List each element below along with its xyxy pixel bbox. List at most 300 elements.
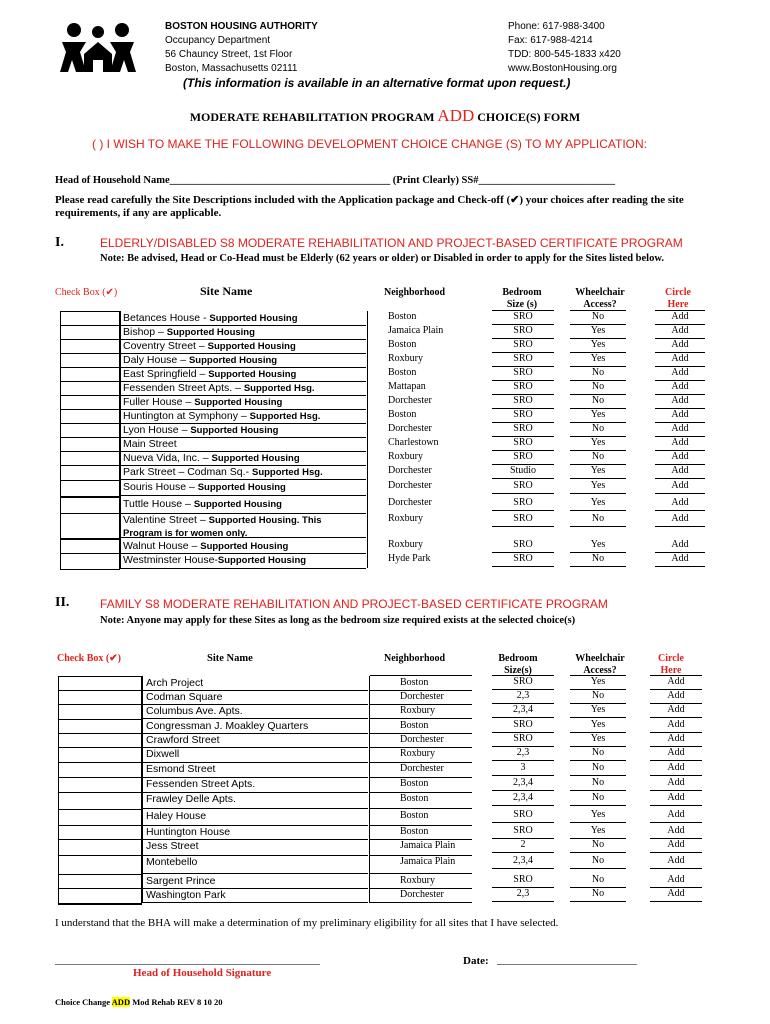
s1-wheelchair: Yes (590, 465, 606, 476)
s1-add-underline (655, 478, 705, 479)
s1-bedroom: SRO (513, 325, 533, 336)
s2-site-name: Esmond Street (146, 763, 216, 775)
s1-add-topline (655, 310, 705, 311)
s1-add-option[interactable]: Add (671, 339, 689, 350)
site-support-text: Supported Housing. This Program is for women only. (123, 515, 322, 539)
site-name-text: Souris House – (123, 481, 198, 493)
s2-bed-underline (492, 868, 554, 869)
s2-add-underline (650, 805, 702, 806)
s2-site-name: Crawford Street (146, 734, 220, 746)
s1-col-site: Site Name (200, 284, 253, 298)
s1-col-neighborhood: Neighborhood (384, 287, 446, 298)
s2-site-name: Frawley Delle Apts. (146, 793, 236, 805)
s2-wheelchair: No (591, 855, 605, 866)
s2-bed-underline (492, 790, 554, 791)
s2-checkbox[interactable] (58, 704, 142, 720)
s2-bed-underline (492, 805, 554, 806)
header-contact (508, 20, 708, 76)
s1-col-check: Check Box (✔) (55, 287, 118, 298)
s1-add-option[interactable]: Add (671, 539, 689, 550)
s2-hood-underline (370, 873, 472, 874)
s2-wc-underline (570, 901, 626, 902)
s1-neighborhood: Dorchester (388, 480, 432, 491)
s1-bedroom: SRO (513, 339, 533, 350)
s1-wheelchair: No (591, 553, 605, 564)
s1-add-underline (655, 526, 705, 527)
s1-wc-underline (570, 493, 626, 494)
s1-add-option[interactable]: Add (671, 553, 689, 564)
site-name-text: Huntington at Symphony – (123, 410, 250, 422)
site-name-text: Westminster House- (123, 554, 218, 566)
s1-wheelchair: Yes (590, 325, 606, 336)
s2-bed-underline (492, 822, 554, 823)
s2-add-option[interactable]: Add (667, 888, 685, 899)
section2-title: FAMILY S8 MODERATE REHABILITATION AND PROJECT-BASED CERTIFICATE PROGRAM (100, 597, 608, 611)
s2-bedroom: SRO (513, 733, 533, 744)
site-support-text: Supported Hsg. (243, 383, 315, 394)
s2-add-option[interactable]: Add (667, 733, 685, 744)
s2-checkbox[interactable] (58, 888, 142, 904)
s2-col-check: Check Box (✔) (57, 653, 121, 664)
revision-footer (55, 997, 223, 1007)
s2-neighborhood: Dorchester (400, 691, 444, 702)
s1-add-option[interactable]: Add (671, 437, 689, 448)
fax: Fax: 617-988-4214 (508, 35, 593, 46)
s1-wheelchair: Yes (590, 353, 606, 364)
site-name-text: Fuller House – (123, 396, 195, 408)
s2-add-option[interactable]: Add (667, 690, 685, 701)
s1-wheelchair: No (591, 451, 605, 462)
s2-wc-topline (570, 675, 626, 676)
s1-bedroom: SRO (513, 381, 533, 392)
s2-bedroom: 2,3 (516, 690, 530, 701)
s2-wheelchair: No (591, 874, 605, 885)
alt-format-note: (This information is available in an alternative format upon request.) (183, 76, 571, 90)
s2-checkbox[interactable] (58, 792, 142, 810)
s1-bedroom: SRO (513, 513, 533, 524)
s2-add-underline (650, 775, 702, 776)
s2-hood-underline (370, 718, 472, 719)
s1-bedroom: SRO (513, 353, 533, 364)
site-name-text: Nueva Vida, Inc. – (123, 452, 212, 464)
s2-bedroom: SRO (513, 719, 533, 730)
address-line-1: 56 Chauncy Street, 1st Floor (165, 49, 293, 60)
s1-row-divider (120, 495, 366, 496)
s1-add-option[interactable]: Add (671, 367, 689, 378)
s2-add-underline (650, 760, 702, 761)
s2-bed-underline (492, 717, 554, 718)
s1-add-option[interactable]: Add (671, 513, 689, 524)
s1-site-name (123, 312, 363, 325)
site-support-text: Supported Housing (166, 327, 255, 338)
s1-bed-underline (492, 478, 554, 479)
s1-add-underline (655, 493, 705, 494)
s2-row-divider (142, 902, 368, 903)
s1-add-option[interactable]: Add (671, 497, 689, 508)
s1-site-name (123, 368, 363, 381)
s1-wheelchair: No (591, 311, 605, 322)
s2-site-name: Dixwell (146, 748, 180, 760)
s2-add-option[interactable]: Add (667, 704, 685, 715)
head-of-household-line[interactable]: Head of Household Name__________________________________________ (Print Clearly) SS#__________________________ (55, 175, 615, 186)
s1-wc-underline (570, 566, 626, 567)
s1-neighborhood: Roxbury (388, 353, 423, 364)
s2-wheelchair: Yes (590, 719, 606, 730)
s2-neighborhood: Roxbury (400, 748, 435, 759)
s1-neighborhood: Boston (388, 409, 417, 420)
s2-neighborhood: Jamaica Plain (400, 856, 456, 867)
s2-wheelchair: No (591, 792, 605, 803)
site-support-text: Supported Hsg. (249, 411, 321, 422)
s2-add-option[interactable]: Add (667, 855, 685, 866)
s2-wc-underline (570, 805, 626, 806)
title-add: ADD (437, 106, 475, 125)
website: www.BostonHousing.org (508, 63, 617, 74)
s1-wc-underline (570, 510, 626, 511)
s1-bedroom: SRO (513, 367, 533, 378)
header-address (165, 20, 465, 76)
s2-neighborhood: Boston (400, 677, 429, 688)
s1-wheelchair: No (591, 367, 605, 378)
site-support-text: Supported Housing (207, 341, 296, 352)
site-name-text: Fessenden Street Apts. – (123, 382, 244, 394)
s1-site-name (123, 354, 363, 367)
s2-site-name: Montebello (146, 856, 198, 868)
s1-add-option[interactable]: Add (671, 381, 689, 392)
s2-wc-underline (570, 717, 626, 718)
s1-bed-underline (492, 493, 554, 494)
s1-site-name (123, 438, 363, 451)
s2-site-name: Columbus Ave. Apts. (146, 705, 243, 717)
s1-neighborhood: Dorchester (388, 423, 432, 434)
site-name-text: Walnut House – (123, 540, 201, 552)
s1-wheelchair: Yes (590, 539, 606, 550)
site-name-text: Coventry Street – (123, 340, 208, 352)
s1-checkbox[interactable] (60, 465, 120, 481)
site-name-text: Bishop – (123, 326, 167, 338)
site-support-text: Supported Hsg. (251, 467, 323, 478)
s2-row-divider (142, 808, 368, 809)
s1-site-name (123, 554, 363, 567)
s2-wheelchair: No (591, 762, 605, 773)
s1-bedroom: SRO (513, 437, 533, 448)
s1-neighborhood: Roxbury (388, 513, 423, 524)
s1-bedroom: SRO (513, 451, 533, 462)
s2-add-option[interactable]: Add (667, 874, 685, 885)
s2-neighborhood: Dorchester (400, 763, 444, 774)
rev-add: ADD (111, 997, 131, 1007)
s2-site-name: Congressman J. Moakley Quarters (146, 720, 309, 732)
site-support-text: Supported Housing (188, 355, 278, 366)
site-support-text: Supported Housing (209, 313, 298, 324)
s2-add-underline (650, 717, 702, 718)
site-support-text: Supported Housing (193, 499, 282, 510)
s2-bedroom: 3 (520, 762, 526, 773)
s1-neighborhood: Boston (388, 339, 417, 350)
s1-col-bedroom: Bedroom Size (s) (502, 287, 542, 310)
s1-col-wheelchair: Wheelchair Access? (575, 287, 625, 310)
s2-neighborhood: Dorchester (400, 889, 444, 900)
s2-col-neighborhood: Neighborhood (384, 653, 446, 664)
s1-bedroom: SRO (513, 409, 533, 420)
s2-neighborhood: Roxbury (400, 705, 435, 716)
s2-add-underline (650, 790, 702, 791)
s2-neighborhood: Boston (400, 810, 429, 821)
s2-bedroom: SRO (513, 676, 533, 687)
s1-add-option[interactable]: Add (671, 395, 689, 406)
instructions: Please read carefully the Site Descriptions included with the Application package and Check-off (✔) your choices after reading the site requirements, if any are applicable. (55, 194, 684, 219)
s1-checkbox[interactable] (60, 480, 120, 497)
s2-add-option[interactable]: Add (667, 825, 685, 836)
s2-wheelchair: Yes (590, 825, 606, 836)
understand-statement: I understand that the BHA will make a determination of my preliminary eligibility for all sites that I have selected. (55, 917, 559, 929)
s1-neighborhood: Jamaica Plain (388, 325, 444, 336)
s2-hood-topline (370, 675, 472, 676)
s2-neighborhood: Jamaica Plain (400, 840, 456, 851)
s2-col-site: Site Name (207, 653, 253, 664)
s2-wheelchair: No (591, 888, 605, 899)
s2-add-option[interactable]: Add (667, 719, 685, 730)
s2-add-underline (650, 822, 702, 823)
s1-bedroom: SRO (513, 311, 533, 322)
s2-bed-topline (492, 675, 554, 676)
s1-add-option[interactable]: Add (671, 325, 689, 336)
s1-bedroom: Studio (509, 465, 537, 476)
s1-wheelchair: No (591, 423, 605, 434)
s1-wheelchair: Yes (590, 339, 606, 350)
s2-checkbox[interactable] (58, 855, 142, 875)
s1-site-name (123, 382, 363, 395)
s1-add-option[interactable]: Add (671, 423, 689, 434)
site-support-text: Supported Housing (217, 555, 307, 566)
site-name-text: Lyon House – (123, 424, 191, 436)
section1-title: ELDERLY/DISABLED S8 MODERATE REHABILITATION AND PROJECT-BASED CERTIFICATE PROGRAM (100, 236, 683, 250)
s1-bed-underline (492, 566, 554, 567)
s2-col-bedroom: Bedroom Size(s) (498, 653, 538, 676)
s1-wc-underline (570, 526, 626, 527)
s1-bed-topline (492, 310, 554, 311)
s2-neighborhood: Boston (400, 720, 429, 731)
s2-bed-underline (492, 901, 554, 902)
s2-site-name: Washington Park (146, 889, 226, 901)
s1-site-name (123, 424, 363, 437)
s2-wheelchair: No (591, 747, 605, 758)
s2-bedroom: 2 (520, 839, 526, 850)
s1-wheelchair: No (591, 513, 605, 524)
s1-neighborhood: Mattapan (388, 381, 426, 392)
s1-neighborhood: Hyde Park (388, 553, 431, 564)
s2-wc-underline (570, 760, 626, 761)
s1-row-divider (120, 568, 366, 569)
s2-bedroom: 2,3,4 (513, 777, 533, 788)
s2-add-option[interactable]: Add (667, 762, 685, 773)
site-support-text: Supported Housing (208, 369, 297, 380)
s1-site-name (123, 410, 363, 423)
s1-add-option[interactable]: Add (671, 353, 689, 364)
s1-add-option[interactable]: Add (671, 311, 689, 322)
s1-add-option[interactable]: Add (671, 480, 689, 491)
s2-col-wheelchair: Wheelchair Access? (575, 653, 625, 676)
s1-site-name (123, 452, 363, 465)
wish-line: ( ) I WISH TO MAKE THE FOLLOWING DEVELOPMENT CHOICE CHANGE (S) TO MY APPLICATION: (92, 137, 647, 151)
s1-add-option[interactable]: Add (671, 465, 689, 476)
date-label: Date: (463, 955, 489, 967)
s2-wheelchair: Yes (590, 676, 606, 687)
s2-wheelchair: No (591, 777, 605, 788)
s2-hood-underline (370, 808, 472, 809)
s1-wheelchair: Yes (590, 409, 606, 420)
s2-add-option[interactable]: Add (667, 747, 685, 758)
s2-add-underline (650, 852, 702, 853)
s1-wc-underline (570, 478, 626, 479)
s1-site-name (123, 340, 363, 353)
s1-site-name (123, 498, 363, 511)
s1-site-name (123, 540, 363, 553)
s1-neighborhood: Boston (388, 311, 417, 322)
s2-add-option[interactable]: Add (667, 676, 685, 687)
s1-bedroom: SRO (513, 395, 533, 406)
site-support-text: Supported Housing (197, 482, 286, 493)
s1-checkbox[interactable] (60, 513, 120, 539)
s2-neighborhood: Roxbury (400, 875, 435, 886)
s1-site-name (123, 481, 363, 494)
tdd: TDD: 800-545-1833 x420 (508, 49, 621, 60)
s2-add-option[interactable]: Add (667, 792, 685, 803)
site-support-text: Supported Housing (190, 425, 279, 436)
s2-wheelchair: Yes (590, 733, 606, 744)
s2-site-name: Sargent Prince (146, 875, 216, 887)
s1-row-divider (120, 537, 366, 538)
s1-site-name (123, 326, 363, 339)
s2-bedroom: SRO (513, 825, 533, 836)
s2-wc-underline (570, 852, 626, 853)
s2-bed-underline (492, 760, 554, 761)
s2-wheelchair: No (591, 839, 605, 850)
s1-bedroom: SRO (513, 553, 533, 564)
s1-add-underline (655, 566, 705, 567)
date-line[interactable]: ____________________________ (497, 955, 637, 966)
s1-neighborhood: Dorchester (388, 497, 432, 508)
s2-wc-underline (570, 790, 626, 791)
s2-wheelchair: No (591, 690, 605, 701)
s2-hood-underline (370, 902, 472, 903)
s2-wheelchair: Yes (590, 704, 606, 715)
section2-note: Note: Anyone may apply for these Sites as long as the bedroom size required exists at the selected choice(s) (100, 615, 576, 626)
s1-neighborhood: Charlestown (388, 437, 439, 448)
s1-neighborhood: Boston (388, 367, 417, 378)
section1-numeral: I. (55, 235, 64, 250)
s2-wc-underline (570, 775, 626, 776)
s2-add-underline (650, 868, 702, 869)
s1-add-option[interactable]: Add (671, 451, 689, 462)
s1-checkbox[interactable] (60, 553, 120, 570)
s2-site-name: Huntington House (146, 826, 231, 838)
s2-neighborhood: Dorchester (400, 734, 444, 745)
s2-site-name: Arch Project (146, 677, 204, 689)
s2-neighborhood: Boston (400, 778, 429, 789)
department: Occupancy Department (165, 35, 271, 46)
signature-line[interactable]: _____________________________________________________ (55, 955, 320, 966)
s2-wc-underline (570, 822, 626, 823)
s1-bedroom: SRO (513, 497, 533, 508)
s1-bedroom: SRO (513, 539, 533, 550)
s2-add-option[interactable]: Add (667, 839, 685, 850)
site-name-text: Betances House - (123, 312, 210, 324)
site-name-text: Park Street – Codman Sq.- (123, 466, 252, 478)
s1-neighborhood: Roxbury (388, 539, 423, 550)
form-title (0, 106, 770, 126)
section1-note: Note: Be advised, Head or Co-Head must be Elderly (62 years or older) or Disabled in order to apply for the Sites listed below. (100, 253, 664, 264)
s1-wc-topline (570, 310, 626, 311)
s1-row-divider (120, 479, 366, 480)
s2-row-divider (142, 718, 368, 719)
address-line-2: Boston, Massachusetts 02111 (165, 63, 298, 74)
s2-bed-underline (492, 775, 554, 776)
title-post: CHOICE(S) FORM (477, 110, 581, 124)
s1-bedroom: SRO (513, 423, 533, 434)
s2-bedroom: SRO (513, 809, 533, 820)
s1-add-option[interactable]: Add (671, 409, 689, 420)
s2-bedroom: 2,3,4 (513, 792, 533, 803)
s2-bedroom: 2,3 (516, 888, 530, 899)
site-support-text: Supported Housing (194, 397, 283, 408)
s2-site-name: Fessenden Street Apts. (146, 778, 256, 790)
s2-add-option[interactable]: Add (667, 809, 685, 820)
s1-bedroom: SRO (513, 480, 533, 491)
s1-wheelchair: No (591, 395, 605, 406)
s2-add-topline (650, 675, 702, 676)
s2-site-name: Haley House (146, 810, 207, 822)
s2-wc-underline (570, 868, 626, 869)
s2-site-name: Codman Square (146, 691, 223, 703)
s2-bed-underline (492, 852, 554, 853)
s2-row-divider (142, 873, 368, 874)
s2-neighborhood: Boston (400, 826, 429, 837)
phone: Phone: 617-988-3400 (508, 21, 605, 32)
site-support-text: Supported Housing (200, 541, 289, 552)
s2-site-name: Jess Street (146, 840, 199, 852)
s1-wheelchair: Yes (590, 497, 606, 508)
title-pre: MODERATE REHABILITATION PROGRAM (189, 110, 435, 124)
s2-bedroom: 2,3,4 (513, 855, 533, 866)
site-name-text: Valentine Street – (123, 514, 209, 526)
s1-wheelchair: Yes (590, 437, 606, 448)
s1-bed-underline (492, 510, 554, 511)
bha-logo (58, 20, 138, 78)
s1-wheelchair: No (591, 381, 605, 392)
site-name-text: Main Street (123, 438, 177, 450)
s1-neighborhood: Dorchester (388, 395, 432, 406)
site-support-text: Supported Housing (211, 453, 300, 464)
s2-add-option[interactable]: Add (667, 777, 685, 788)
s2-neighborhood: Boston (400, 793, 429, 804)
s1-site-name (123, 396, 363, 409)
s2-add-underline (650, 901, 702, 902)
site-name-text: East Springfield – (123, 368, 209, 380)
s1-bed-underline (492, 526, 554, 527)
rev-pre: Choice Change (55, 997, 111, 1007)
org-name: BOSTON HOUSING AUTHORITY (165, 21, 318, 32)
site-name-text: Daly House – (123, 354, 189, 366)
s1-neighborhood: Dorchester (388, 465, 432, 476)
s1-neighborhood: Roxbury (388, 451, 423, 462)
s1-add-underline (655, 510, 705, 511)
site-name-text: Tuttle House – (123, 498, 194, 510)
s2-col-circle: Circle Here (658, 653, 684, 676)
s1-col-circle: Circle Here (665, 287, 691, 310)
s1-site-name (123, 466, 363, 479)
s2-bedroom: 2,3,4 (513, 704, 533, 715)
